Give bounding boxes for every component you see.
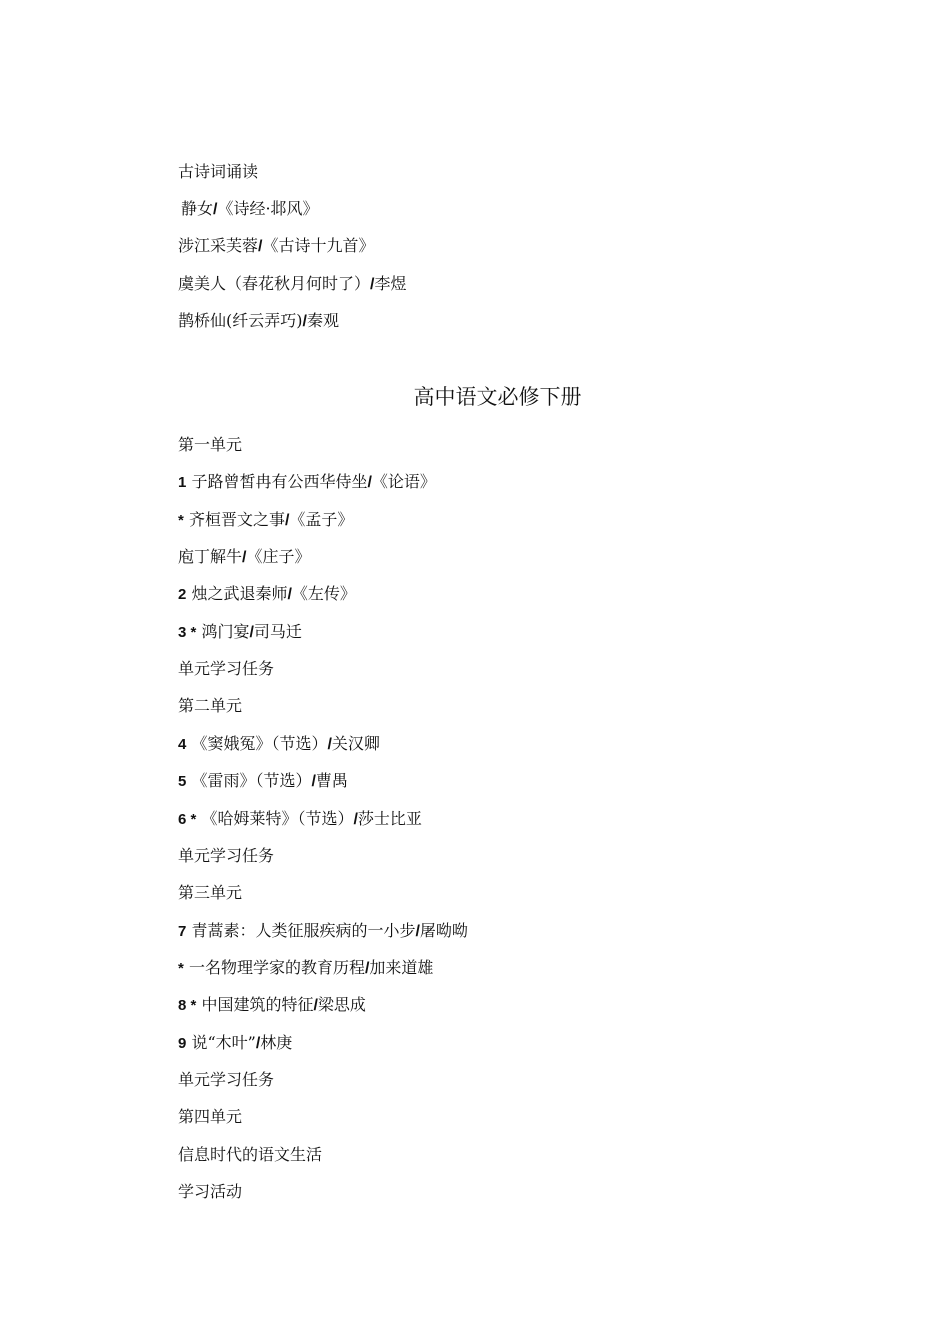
lesson-number: 2: [178, 586, 187, 603]
lesson-number: *: [178, 960, 184, 977]
separator-slash: /: [213, 201, 218, 218]
toc-line: [178, 472, 436, 493]
toc-line: [178, 771, 348, 792]
poem-item: [178, 236, 374, 257]
section-title-text: 古诗词诵读: [178, 162, 259, 181]
lesson-title: 一名物理学家的教育历程: [188, 958, 365, 977]
lesson-author: 林庚: [260, 1033, 293, 1052]
lesson-title: 第一单元: [178, 435, 243, 454]
lesson-number: 8 *: [178, 997, 197, 1014]
toc-line: [178, 584, 356, 605]
toc-line: [178, 921, 468, 942]
toc-line: [178, 1070, 274, 1090]
poem-item: [181, 199, 319, 220]
lesson-author: 《孟子》: [289, 510, 354, 529]
lesson-title: 《雷雨》（节选）: [191, 771, 312, 790]
poem-author: 李煜: [374, 274, 407, 293]
separator-slash: /: [255, 1035, 261, 1052]
section-title: [178, 162, 258, 182]
lesson-author: 关汉卿: [331, 734, 380, 753]
toc-line: [178, 547, 310, 568]
lesson-title: 中国建筑的特征: [201, 995, 314, 1014]
lesson-author: 莎士比亚: [357, 809, 422, 828]
toc-line: [178, 1033, 292, 1054]
lesson-title: 子路曾皙冉有公西华侍坐: [191, 472, 368, 491]
lesson-number: 5: [178, 773, 187, 790]
lesson-title: 信息时代的语文生活: [178, 1145, 323, 1164]
lesson-author: 《庄子》: [246, 547, 311, 566]
separator-slash: /: [258, 238, 263, 255]
toc-line: [178, 809, 422, 830]
toc-line: [178, 696, 242, 716]
separator-slash: /: [370, 276, 375, 293]
lesson-author: 曹禺: [315, 771, 348, 790]
lesson-title: 《哈姆莱特》（节选）: [201, 809, 354, 828]
separator-slash: /: [249, 624, 254, 641]
separator-slash: /: [242, 549, 247, 566]
toc-line: [178, 1182, 242, 1202]
separator-slash: /: [284, 512, 290, 529]
poem-title: 鹊桥仙(纤云弄巧): [178, 311, 303, 330]
lesson-title: 说“木叶”: [191, 1033, 256, 1052]
toc-line: [178, 622, 302, 643]
poem-title: 静女: [181, 199, 214, 218]
lesson-title: 学习活动: [178, 1182, 243, 1201]
toc-line: [178, 1145, 322, 1165]
toc-line: [178, 958, 433, 979]
poem-author: 秦观: [306, 311, 339, 330]
lesson-title: 第二单元: [178, 696, 243, 715]
lesson-number: *: [178, 512, 184, 529]
lesson-author: 梁思成: [317, 995, 366, 1014]
lesson-title: 单元学习任务: [178, 1070, 275, 1089]
lesson-number: 9: [178, 1035, 187, 1052]
toc-line: [178, 883, 242, 903]
lesson-title: 单元学习任务: [178, 846, 275, 865]
lesson-number: 4: [178, 736, 187, 753]
toc-line: [178, 734, 380, 755]
separator-slash: /: [287, 586, 292, 603]
toc-line: [178, 995, 366, 1016]
lesson-title: 烛之武退秦师: [191, 584, 288, 603]
lesson-title: 第四单元: [178, 1107, 243, 1126]
toc-line: [178, 1107, 242, 1127]
poem-author: 《古诗十九首》: [262, 236, 375, 255]
separator-slash: /: [313, 997, 318, 1014]
toc-line: [178, 659, 274, 679]
lesson-author: 《论语》: [371, 472, 436, 491]
lesson-title: 第三单元: [178, 883, 243, 902]
separator-slash: /: [327, 736, 332, 753]
lesson-author: 《左传》: [291, 584, 356, 603]
lesson-author: 司马迁: [253, 622, 302, 641]
lesson-title: 鸿门宴: [201, 622, 250, 641]
lesson-title: 《窦娥冤》（节选）: [191, 734, 328, 753]
poem-item: [178, 274, 406, 295]
lesson-title: 青蒿素：人类征服疾病的一小步: [191, 921, 416, 940]
separator-slash: /: [353, 811, 358, 828]
lesson-title: 庖丁解牛: [178, 547, 243, 566]
poem-author: 《诗经·邶风》: [217, 199, 319, 218]
poem-item: [178, 311, 339, 332]
separator-slash: /: [364, 960, 370, 977]
lesson-number: 7: [178, 923, 187, 940]
toc-line: [178, 435, 242, 455]
toc-line: [178, 846, 274, 866]
lesson-number: 3 *: [178, 624, 197, 641]
separator-slash: /: [367, 474, 372, 491]
separator-slash: /: [415, 923, 420, 940]
lesson-number: 6 *: [178, 811, 197, 828]
poem-title: 涉江采芙蓉: [178, 236, 259, 255]
poem-title: 虞美人（春花秋月何时了）: [178, 274, 371, 293]
page-heading: 高中语文必修下册: [413, 385, 582, 409]
lesson-author: 加来道雄: [369, 958, 434, 977]
lesson-author: 屠呦呦: [419, 921, 468, 940]
lesson-title: 单元学习任务: [178, 659, 275, 678]
separator-slash: /: [302, 313, 307, 330]
lesson-number: 1: [178, 474, 187, 491]
lesson-title: 齐桓晋文之事: [188, 510, 285, 529]
toc-line: [178, 510, 353, 531]
separator-slash: /: [311, 773, 316, 790]
